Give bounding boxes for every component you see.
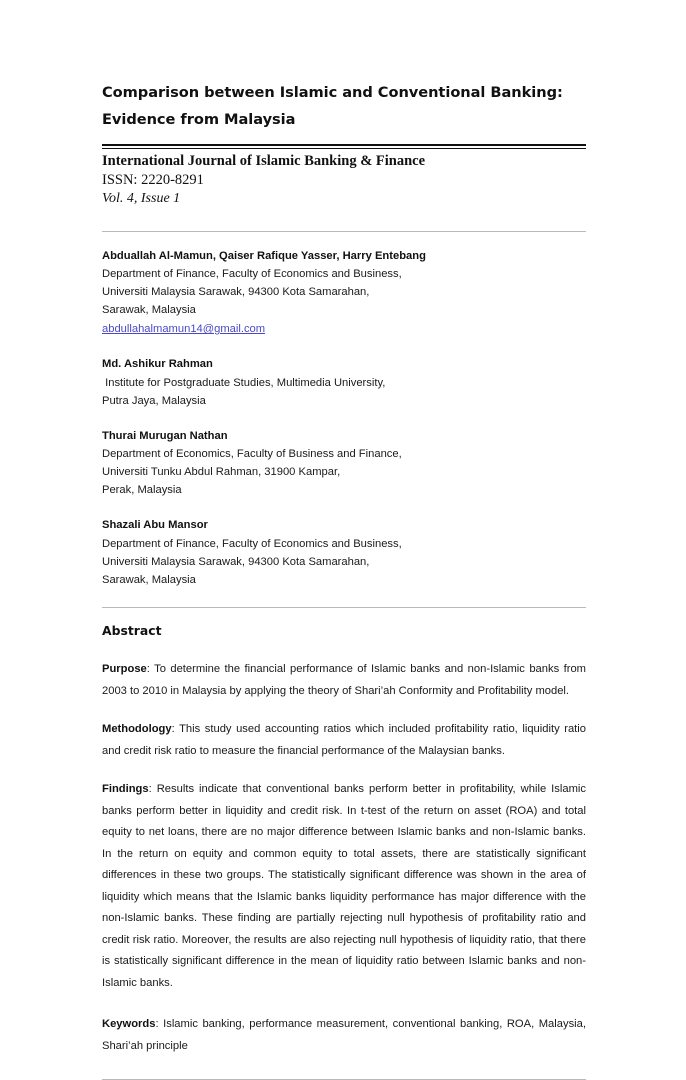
journal-name: International Journal of Islamic Banking & Finance xyxy=(102,152,426,169)
abstract-heading: Abstract xyxy=(102,622,162,638)
abstract-purpose-label: Purpose xyxy=(102,663,147,676)
author-affiliation-line: Department of Finance, Faculty of Economics and Business, xyxy=(102,267,402,280)
author-group xyxy=(102,355,586,409)
authors-section xyxy=(102,247,586,589)
author-group xyxy=(102,247,586,339)
abstract-findings-paragraph xyxy=(102,779,586,994)
abstract-methodology-paragraph xyxy=(102,719,586,762)
abstract-keywords-paragraph xyxy=(102,1014,586,1057)
document-content xyxy=(102,80,586,1080)
abstract-findings-text: : Results indicate that conventional banks perform better in profitability, while Islamic banks perform better in liquidity and credit risk. In t-test of the return on asset (ROA) and total equity to net loans, there are no major difference between Islamic banks and non-Islamic banks. In the return on equity and common equity to total assets, there are statistically significant differences in these two groups. The statistically significant difference was shown in the area of liquidity which means that the Islamic banks liquidity performance has major difference with the non-Islamic banks. These finding are partially rejecting null hypothesis of profitability ratio and credit risk ratio. Moreover, the results are also rejecting null hypothesis of liquidity ratio, that there is statistically significant difference in the mean of liquidity ratio between Islamic banks and non-Islamic banks. xyxy=(102,783,586,989)
author-affiliation-line: Sarawak, Malaysia xyxy=(102,304,196,317)
author-names: Abduallah Al-Mamun, Qaiser Rafique Yasser, Harry Entebang xyxy=(102,249,426,262)
author-affiliation-line: Department of Economics, Faculty of Business and Finance, xyxy=(102,447,402,460)
abstract-findings-label: Findings xyxy=(102,783,149,796)
abstract-keywords-text: : Islamic banking, performance measurement, conventional banking, ROA, Malaysia, Shari’ah principle xyxy=(102,1018,586,1052)
abstract-purpose-text: : To determine the financial performance of Islamic banks and non-Islamic banks from 2003 to 2010 in Malaysia by applying the theory of Shari’ah Conformity and Profitability model. xyxy=(102,663,586,697)
journal-issn: ISSN: 2220-8291 xyxy=(102,172,204,189)
page-title-line-1: Comparison between Islamic and Conventional Banking: xyxy=(102,84,563,101)
author-group xyxy=(102,427,586,500)
author-affiliation-line: Perak, Malaysia xyxy=(102,484,182,497)
author-names: Shazali Abu Mansor xyxy=(102,519,208,532)
author-affiliation-line: Department of Finance, Faculty of Economics and Business, xyxy=(102,537,402,550)
journal-info xyxy=(102,152,586,209)
page-title-line-2: Evidence from Malaysia xyxy=(102,110,296,128)
page-title xyxy=(102,80,586,134)
author-affiliation-line: Universiti Malaysia Sarawak, 94300 Kota Samarahan, xyxy=(102,555,370,568)
author-affiliation-line: Universiti Malaysia Sarawak, 94300 Kota Samarahan, xyxy=(102,285,370,298)
author-affiliation-line: Institute for Postgraduate Studies, Multimedia University, xyxy=(102,376,386,389)
abstract-methodology-text: : This study used accounting ratios which included profitability ratio, liquidity ratio and credit risk ratio to measure the financial performance of the Malaysian banks. xyxy=(102,723,586,757)
author-names: Thurai Murugan Nathan xyxy=(102,429,228,442)
author-group xyxy=(102,516,586,589)
author-email-link[interactable]: abdullahalmamun14@gmail.com xyxy=(102,323,266,336)
journal-volume: Vol. 4, Issue 1 xyxy=(102,191,181,207)
abstract-top-rule xyxy=(102,607,586,608)
abstract-purpose-paragraph xyxy=(102,659,586,702)
authors-top-rule xyxy=(102,231,586,232)
author-affiliation-line: Putra Jaya, Malaysia xyxy=(102,394,206,407)
author-names: Md. Ashikur Rahman xyxy=(102,358,213,371)
title-double-rule xyxy=(102,144,586,149)
author-affiliation-line: Universiti Tunku Abdul Rahman, 31900 Kampar, xyxy=(102,466,341,479)
author-affiliation-line: Sarawak, Malaysia xyxy=(102,573,196,586)
abstract-methodology-label: Methodology xyxy=(102,723,172,736)
abstract-keywords-label: Keywords xyxy=(102,1018,156,1031)
